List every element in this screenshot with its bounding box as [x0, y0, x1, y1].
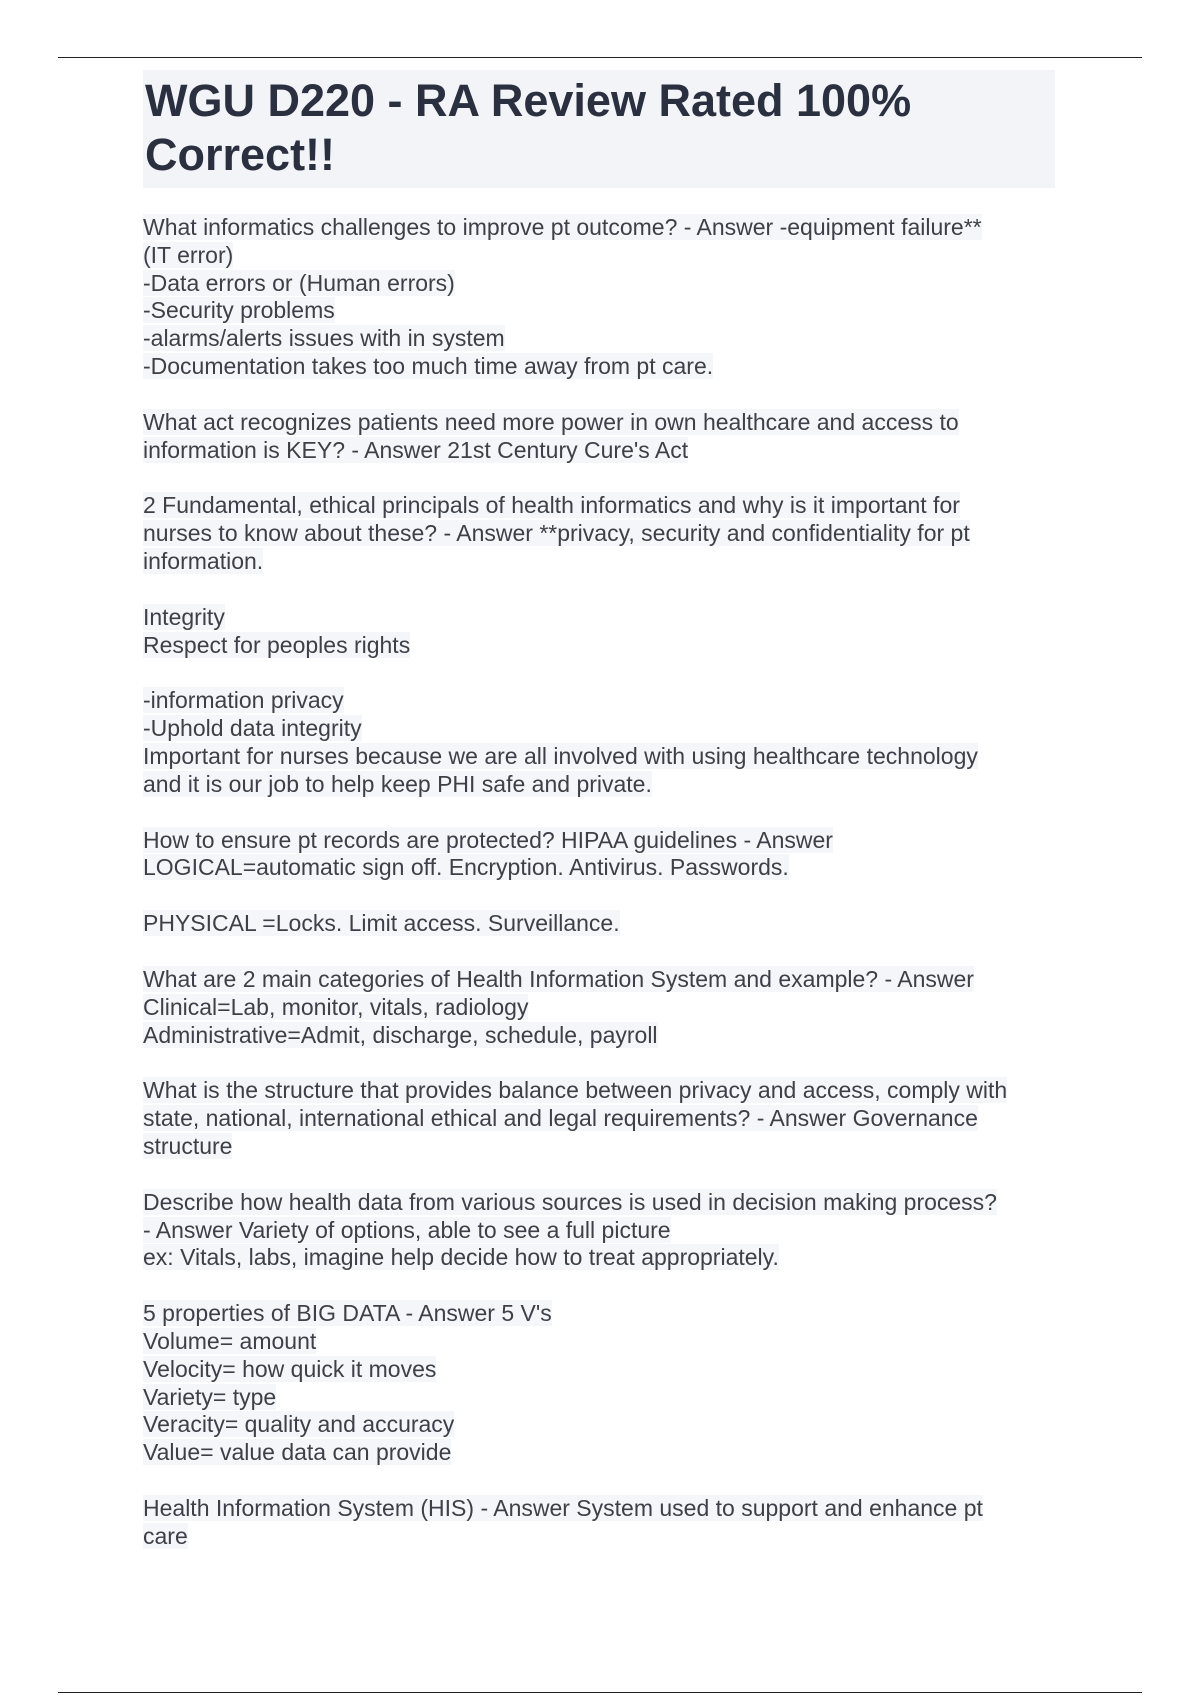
qa-line [143, 214, 1055, 242]
qa-entry [143, 1077, 1055, 1160]
qa-line-text: Important for nurses because we are all involved with using healthcare technology [143, 742, 978, 769]
qa-line [143, 1411, 1055, 1439]
qa-line [143, 604, 1055, 632]
qa-line [143, 1189, 1055, 1217]
qa-line [143, 910, 1055, 938]
qa-line-text: - Answer Variety of options, able to see a full picture [143, 1216, 671, 1243]
qa-line-text: -Security problems [143, 297, 335, 324]
qa-line-text: structure [143, 1132, 233, 1159]
qa-line [143, 1328, 1055, 1356]
qa-line-text: Describe how health data from various sources is used in decision making process? [143, 1188, 997, 1215]
qa-line-text: -alarms/alerts issues with in system [143, 325, 505, 352]
qa-line-text: LOGICAL=automatic sign off. Encryption. Antivirus. Passwords. [143, 854, 789, 881]
qa-line-text: What are 2 main categories of Health Information System and example? - Answer [143, 965, 974, 992]
qa-line [143, 1217, 1055, 1245]
qa-line [143, 1384, 1055, 1412]
qa-line [143, 437, 1055, 465]
qa-line-text: Integrity [143, 603, 225, 630]
qa-line [143, 632, 1055, 660]
qa-line-text: care [143, 1522, 188, 1549]
qa-line [143, 1495, 1055, 1523]
document-title-line-1: WGU D220 - RA Review Rated 100% [145, 75, 912, 126]
qa-line [143, 687, 1055, 715]
qa-line-text: -Uphold data integrity [143, 715, 362, 742]
qa-line [143, 353, 1055, 381]
qa-entry [143, 1300, 1055, 1467]
qa-entry [143, 604, 1055, 660]
qa-line-text: Respect for peoples rights [143, 631, 411, 658]
qa-entry [143, 687, 1055, 798]
qa-entry [143, 409, 1055, 465]
bottom-rule [58, 1692, 1142, 1693]
qa-line-text: PHYSICAL =Locks. Limit access. Surveillance. [143, 910, 620, 937]
qa-line-text: -Documentation takes too much time away from pt care. [143, 352, 714, 379]
qa-line-text: information is KEY? - Answer 21st Century Cure's Act [143, 436, 689, 463]
qa-line [143, 994, 1055, 1022]
qa-line [143, 492, 1055, 520]
qa-line-text: Veracity= quality and accuracy [143, 1411, 455, 1438]
qa-line-text: What informatics challenges to improve pt outcome? - Answer -equipment failure** [143, 214, 982, 240]
qa-entry [143, 214, 1055, 381]
qa-list [143, 214, 1055, 1550]
qa-line [143, 297, 1055, 325]
qa-line [143, 548, 1055, 576]
qa-line-text: ex: Vitals, labs, imagine help decide how to treat appropriately. [143, 1244, 779, 1271]
qa-line [143, 1133, 1055, 1161]
qa-line-text: Velocity= how quick it moves [143, 1355, 437, 1382]
qa-line [143, 771, 1055, 799]
qa-line [143, 325, 1055, 353]
qa-line-text: Health Information System (HIS) - Answer System used to support and enhance pt [143, 1494, 983, 1521]
qa-line [143, 827, 1055, 855]
qa-entry [143, 910, 1055, 938]
qa-line [143, 270, 1055, 298]
document-title [143, 70, 1055, 188]
qa-line-text: Variety= type [143, 1383, 277, 1410]
qa-entry [143, 827, 1055, 883]
qa-line-text: (IT error) [143, 241, 234, 268]
qa-line [143, 1244, 1055, 1272]
qa-line [143, 1523, 1055, 1551]
qa-line [143, 854, 1055, 882]
qa-line-text: Administrative=Admit, discharge, schedule, payroll [143, 1021, 658, 1048]
top-rule [58, 57, 1142, 58]
qa-line-text: -Data errors or (Human errors) [143, 269, 455, 296]
qa-entry [143, 1189, 1055, 1272]
qa-line [143, 743, 1055, 771]
qa-line [143, 242, 1055, 270]
qa-line [143, 1105, 1055, 1133]
qa-entry [143, 492, 1055, 575]
qa-line [143, 1439, 1055, 1467]
qa-line-text: 5 properties of BIG DATA - Answer 5 V's [143, 1300, 552, 1327]
document-title-line-2: Correct!! [145, 129, 336, 180]
qa-line-text: nurses to know about these? - Answer **privacy, security and confidentiality for pt [143, 520, 970, 547]
document-body [143, 70, 1055, 1578]
qa-line-text: information. [143, 547, 264, 574]
qa-line-text: 2 Fundamental, ethical principals of health informatics and why is it important for [143, 492, 960, 519]
qa-line [143, 966, 1055, 994]
qa-line-text: How to ensure pt records are protected? HIPAA guidelines - Answer [143, 826, 833, 853]
qa-entry [143, 1495, 1055, 1551]
qa-line [143, 1356, 1055, 1384]
qa-line-text: -information privacy [143, 687, 344, 714]
qa-line-text: What act recognizes patients need more power in own healthcare and access to [143, 408, 959, 435]
qa-line [143, 409, 1055, 437]
qa-line [143, 1300, 1055, 1328]
qa-line-text: Volume= amount [143, 1327, 317, 1354]
qa-line [143, 715, 1055, 743]
qa-line [143, 1022, 1055, 1050]
qa-line-text: and it is our job to help keep PHI safe and private. [143, 770, 652, 797]
qa-line-text: What is the structure that provides balance between privacy and access, comply with [143, 1077, 1008, 1104]
qa-line-text: Clinical=Lab, monitor, vitals, radiology [143, 993, 529, 1020]
qa-entry [143, 966, 1055, 1049]
qa-line-text: state, national, international ethical and legal requirements? - Answer Governance [143, 1105, 978, 1132]
qa-line [143, 520, 1055, 548]
qa-line [143, 1077, 1055, 1105]
qa-line-text: Value= value data can provide [143, 1439, 452, 1466]
